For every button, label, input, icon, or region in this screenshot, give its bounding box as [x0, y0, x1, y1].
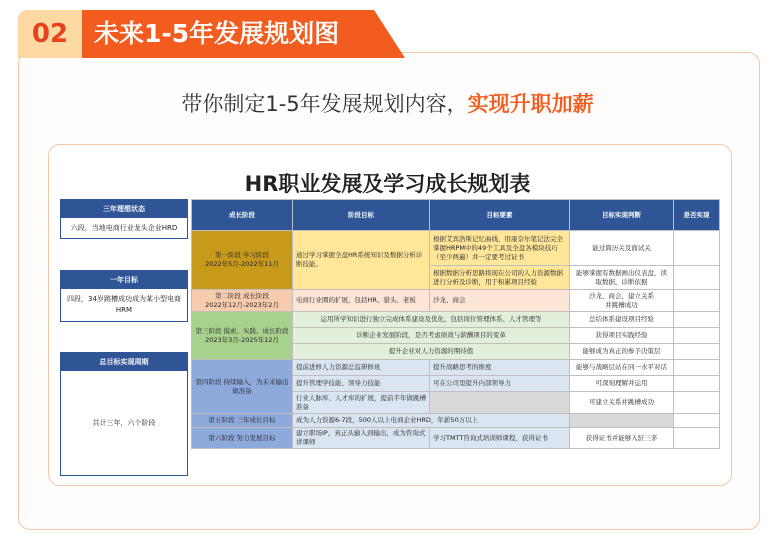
subtitle-highlight: 实现升职加薪: [467, 92, 594, 116]
stage4-judge-3: 可建立关系并跳槽成功: [570, 392, 674, 414]
stage5-achieved[interactable]: [674, 414, 720, 428]
stage4-judge-1: 能够与战略层站在同一水平对话: [570, 360, 674, 376]
section-number: 02: [18, 10, 82, 58]
stage1-element-1: 根据艾宾浩斯记忆曲线，用康奈尔笔记法完全掌握HRPM中的49个工具及全盘各模块技巧（至少两遍）并一定要考过证书: [430, 231, 570, 266]
side-box-cycle: [60, 352, 188, 476]
stage4-element-1: 提升战略思考的维度: [430, 360, 570, 376]
side-box-head: 总目标实现周期: [61, 353, 187, 371]
table-row: [192, 428, 720, 449]
side-box-head: 三年理想状态: [61, 200, 187, 218]
stage5-goal: 成为人力资源6-7段，500人以上电商企业HRD，年薪50万以上: [293, 414, 570, 428]
plan-table: [191, 199, 720, 449]
stage3-achieved-3[interactable]: [674, 344, 720, 360]
stage3-goal-3: 提升企业对人力资源的期待值: [293, 344, 570, 360]
stage6-achieved[interactable]: [674, 428, 720, 449]
table-row: [192, 312, 720, 328]
table-row: [192, 360, 720, 376]
table-header-row: [192, 200, 720, 231]
plan-table-title: HR职业发展及学习成长规划表: [244, 172, 531, 196]
stage2-achieved[interactable]: [674, 290, 720, 312]
stage3-achieved-1[interactable]: [674, 312, 720, 328]
stage4-element-2: 可在公司里提升内部领导力: [430, 376, 570, 392]
col-header-elements: 目标要素: [430, 200, 570, 231]
stage1-judge-2: 能够掌握有数据画出仪表盘，读取数据，诊断依据: [570, 266, 674, 290]
table-row: [192, 231, 720, 266]
col-header-stage: 成长阶段: [192, 200, 293, 231]
col-header-judgement: 目标实现判断: [570, 200, 674, 231]
stage4-element-3: [430, 392, 570, 414]
table-row: [192, 290, 720, 312]
stage6-judge: 获得证书并能够入驻三茅: [570, 428, 674, 449]
stage6-element: 学习TMTT咨询式培训师课程，获得证书: [430, 428, 570, 449]
stage2-judge: 沙龙、商会，建立关系 并跳槽成功: [570, 290, 674, 312]
stage4-judge-2: 可深刻理解并运用: [570, 376, 674, 392]
side-box-body: 六段，当地电商行业龙头企业HRD: [70, 223, 178, 232]
stage4-label: 第四阶段 持续输入，为未来输出做准备: [192, 360, 293, 414]
col-header-achieved: 是否实现: [674, 200, 720, 231]
table-row: [192, 414, 720, 428]
section-header: [18, 10, 405, 58]
stage5-label: 第五阶段 三年成长目标: [192, 414, 293, 428]
stage2-element: 沙龙、商会: [430, 290, 570, 312]
side-box-ideal-state: [60, 199, 188, 239]
stage2-label: 第二阶段 成长阶段 2022年12月-2023年2月: [192, 290, 293, 312]
side-box-body: 共计三年，六个阶段: [92, 418, 156, 427]
stage3-goal-1: 运用所学知识进行独立完成体系建设及优化，包括岗位管理体系、人才管理等: [293, 312, 570, 328]
stage4-goal-1: 提前进修人力资源总监研修班: [293, 360, 430, 376]
stage4-achieved-3[interactable]: [674, 392, 720, 414]
stage5-judge: [570, 414, 674, 428]
section-title: 未来1-5年发展规划图: [94, 19, 340, 48]
side-box-head: 一年目标: [61, 271, 187, 289]
stage4-achieved-1[interactable]: [674, 360, 720, 376]
col-header-goal: 阶段目标: [293, 200, 430, 231]
stage3-judge-1: 总结体系建设项目经验: [570, 312, 674, 328]
stage4-achieved-2[interactable]: [674, 376, 720, 392]
stage4-goal-3: 行业人脉库、人才库的扩展，提前半年做跳槽准备: [293, 392, 430, 414]
stage3-judge-3: 能够成为真正的参予决策层: [570, 344, 674, 360]
stage3-label: 第三阶段 摸索、实践、成长阶段 2023年3月-2025年12月: [192, 312, 293, 360]
stage3-achieved-2[interactable]: [674, 328, 720, 344]
stage6-goal: 建立职场IP，真正从输入到输出，成为咨询式讲课师: [293, 428, 430, 449]
subtitle: [0, 88, 775, 118]
stage3-judge-2: 获得项目实践经验: [570, 328, 674, 344]
side-box-one-year-goal: [60, 270, 188, 322]
stage1-label: 第一阶段 学习阶段 2022年5月-2022年11月: [192, 231, 293, 290]
stage4-goal-2: 提升管理学技能、领导力技能: [293, 376, 430, 392]
stage3-goal-2: 诊断企业发展阶段，是否考虑绩效与薪酬项目的变革: [293, 328, 570, 344]
side-box-body: 四段，34岁跳槽成功成为某小型电商HRM: [67, 295, 181, 314]
stage1-judge-1: 能过简历关及面试关: [570, 231, 674, 266]
stage6-label: 第六阶段 努力发展目标: [192, 428, 293, 449]
subtitle-main: 带你制定1-5年发展规划内容，: [181, 92, 468, 116]
stage2-goal: 电商行业圈的扩展，包括HR、猎头、老板: [293, 290, 430, 312]
stage1-achieved-2[interactable]: [674, 266, 720, 290]
stage1-achieved-1[interactable]: [674, 231, 720, 266]
stage1-goal: 通过学习掌握全盘HR系统知识及数据分析诊断技能。: [293, 231, 430, 290]
stage1-element-2: 根据数据分析思路将现在公司的人力资源数据进行分析及诊断，用于积累项目经验: [430, 266, 570, 290]
